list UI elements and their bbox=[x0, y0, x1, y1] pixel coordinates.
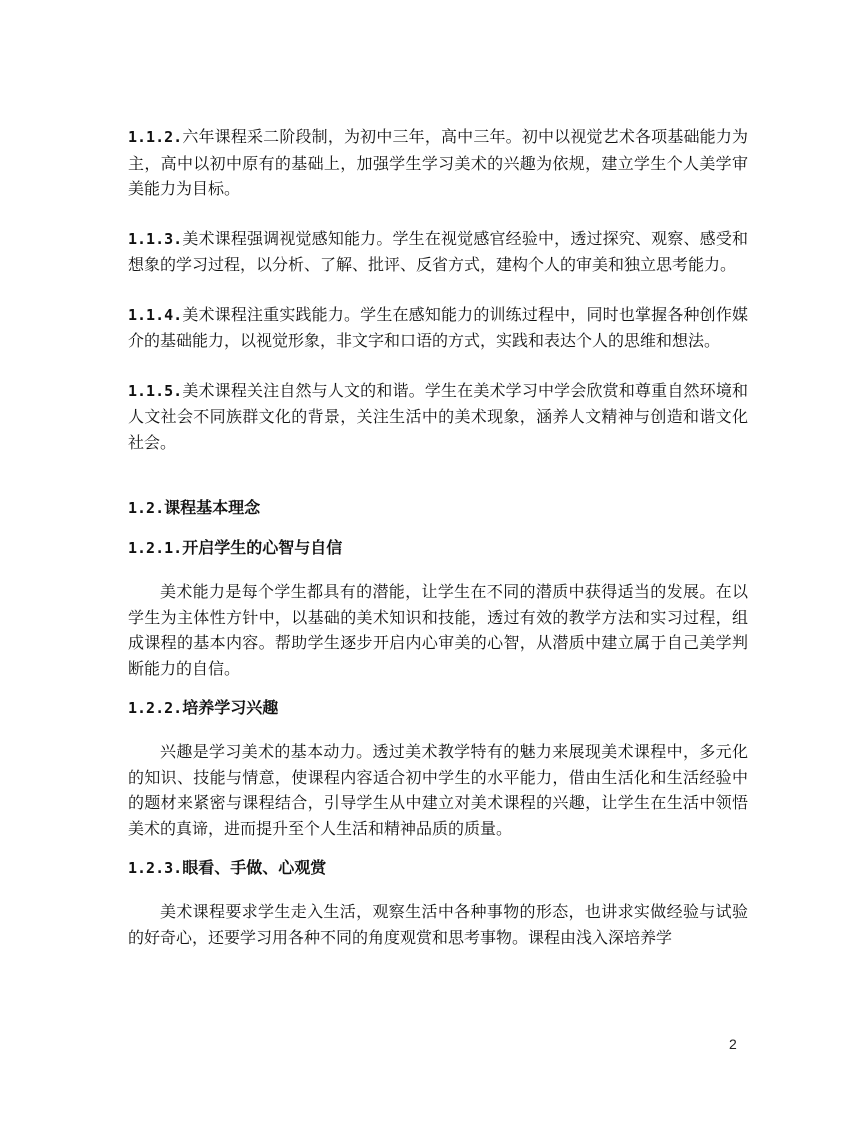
clause-text: 六年课程采二阶段制，为初中三年，高中三年。初中以视觉艺术各项基础能力为主，高中以初中原有的基础上，加强学生学习美术的兴趣为依规，建立学生个人美学审美能力为目标。 bbox=[128, 127, 748, 198]
subsection-body-1-2-3: 美术课程要求学生走入生活，观察生活中各种事物的形态，也讲求实做经验与试验的好奇心，还要学习用各种不同的角度观赏和思考事物。课程由浅入深培养学 bbox=[128, 902, 748, 947]
clause-number: 1.1.3. bbox=[128, 229, 183, 248]
clause-1-1-5 bbox=[128, 378, 748, 456]
clause-number: 1.1.5. bbox=[128, 381, 183, 400]
clause-1-1-4 bbox=[128, 302, 748, 354]
subsection-heading-1-2-3 bbox=[128, 855, 748, 881]
clause-text: 美术课程关注自然与人文的和谐。学生在美术学习中学会欣赏和尊重自然环境和人文社会不同族群文化的背景，关注生活中的美术现象，涵养人文精神与创造和谐文化社会。 bbox=[128, 380, 748, 452]
subsection-heading-1-2-1 bbox=[128, 535, 748, 561]
subsection-title: 开启学生的心智与自信 bbox=[182, 538, 343, 557]
page-content bbox=[128, 124, 748, 950]
clause-number: 1.1.4. bbox=[128, 305, 183, 324]
subsection-body-1-2-1: 美术能力是每个学生都具有的潜能，让学生在不同的潜质中获得适当的发展。在以学生为主体性方针中，以基础的美术知识和技能，透过有效的教学方法和实习过程，组成课程的基本内容。帮助学生逐步开启内心审美的心智，从潜质中建立属于自己美学判断能力的自信。 bbox=[128, 582, 748, 678]
section-title: 课程基本理念 bbox=[164, 498, 261, 517]
clause-1-1-3 bbox=[128, 226, 748, 278]
clause-1-1-2 bbox=[128, 124, 748, 202]
subsection-number: 1.2.1. bbox=[128, 539, 183, 557]
clause-number: 1.1.2. bbox=[128, 128, 183, 146]
subsection-title: 眼看、手做、心观赏 bbox=[182, 858, 327, 877]
subsection-number: 1.2.3. bbox=[128, 859, 183, 877]
subsection-body-1-2-2: 兴趣是学习美术的基本动力。透过美术教学特有的魅力来展现美术课程中，多元化的知识、技能与情意，使课程内容适合初中学生的水平能力，借由生活化和生活经验中的题材来紧密与课程结合，引导学生从中建立对美术课程的兴趣，让学生在生活中领悟美术的真谛，进而提升至个人生活和精神品质的质量。 bbox=[128, 742, 748, 838]
subsection-heading-1-2-2 bbox=[128, 695, 748, 721]
clause-text: 美术课程注重实践能力。学生在感知能力的训练过程中，同时也掌握各种创作媒介的基础能力，以视觉形象，非文字和口语的方式，实践和表达个人的思维和想法。 bbox=[128, 304, 748, 350]
clause-text: 美术课程强调视觉感知能力。学生在视觉感官经验中，透过探究、观察、感受和想象的学习过程，以分析、了解、批评、反省方式，建构个人的审美和独立思考能力。 bbox=[128, 228, 748, 274]
section-number: 1.2. bbox=[128, 499, 165, 517]
subsection-title: 培养学习兴趣 bbox=[182, 698, 279, 717]
page-number: 2 bbox=[729, 1036, 737, 1052]
subsection-number: 1.2.2. bbox=[128, 699, 183, 717]
section-heading bbox=[128, 495, 748, 521]
